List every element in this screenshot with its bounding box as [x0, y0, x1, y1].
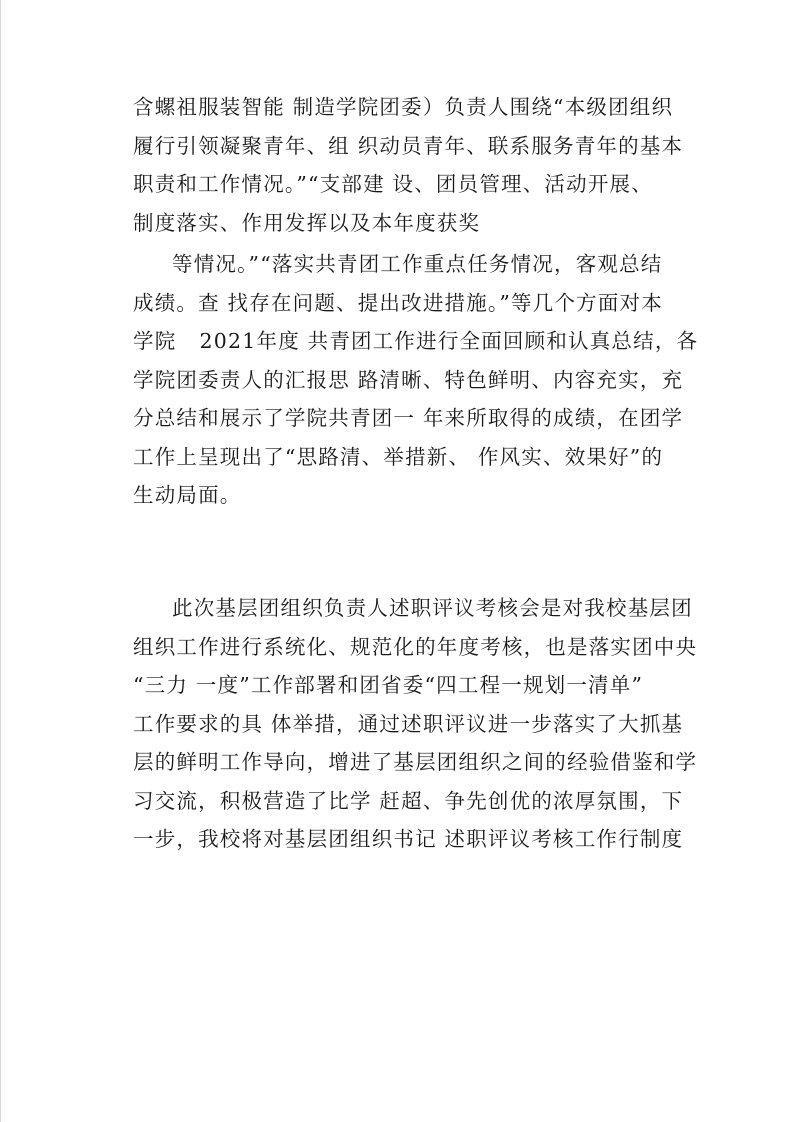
text-line: 工作上呈现出了“思路清、举措新、 作风实、效果好”的	[133, 444, 664, 469]
paragraph-summary	[133, 245, 699, 515]
text-line: 工作要求的具 体举措，通过述职评议进一步落实了大抓基	[133, 711, 684, 736]
text-line: 学院 2021年度 共青团工作进行全面回顾和认真总结，各	[133, 329, 699, 353]
text-line: 组织工作进行系统化、规范化的年度考核，也是落实团中央	[133, 634, 698, 659]
text-line: 习交流，积极营造了比学 赶超、争先创优的浓厚氛围，下	[133, 788, 684, 813]
text-line: 制度落实、作用发挥以及本年度获奖	[133, 210, 481, 235]
text-line: 学院团委责人的汇报思 路清晰、特色鲜明、内容充实，充	[133, 367, 684, 392]
text-line: 履行引领凝聚青年、组 织动员青年、联系服务青年的基本	[133, 133, 684, 158]
text-line: 职责和工作情况。”“支部建 设、团员管理、活动开展、	[133, 172, 653, 196]
text-line: 含螺祖服装智能 制造学院团委）负责人围绕“本级团组织	[133, 95, 674, 119]
paragraph-continuation	[133, 88, 684, 242]
text-line: 等情况。”“落实共青团工作重点任务情况，客观总结	[172, 252, 663, 276]
text-line: 生动局面。	[133, 483, 242, 507]
text-line: 成绩。查 找存在问题、提出改进措施。”等几个方面对本	[133, 290, 663, 315]
text-line: “三力 一度”工作部署和团省委“四工程一规划一清单”	[133, 673, 644, 697]
text-line: 分总结和展示了学院共青团一 年来所取得的成绩，在团学	[133, 406, 684, 430]
text-line: 此次基层团组织负责人述职评议考核会是对我校基层团	[172, 596, 693, 620]
text-line: 层的鲜明工作导向，增进了基层团组织之间的经验借鉴和学	[133, 750, 698, 774]
paragraph-assessment	[133, 589, 698, 859]
text-line: 一步，我校将对基层团组织书记 述职评议考核工作行制度	[133, 827, 684, 851]
